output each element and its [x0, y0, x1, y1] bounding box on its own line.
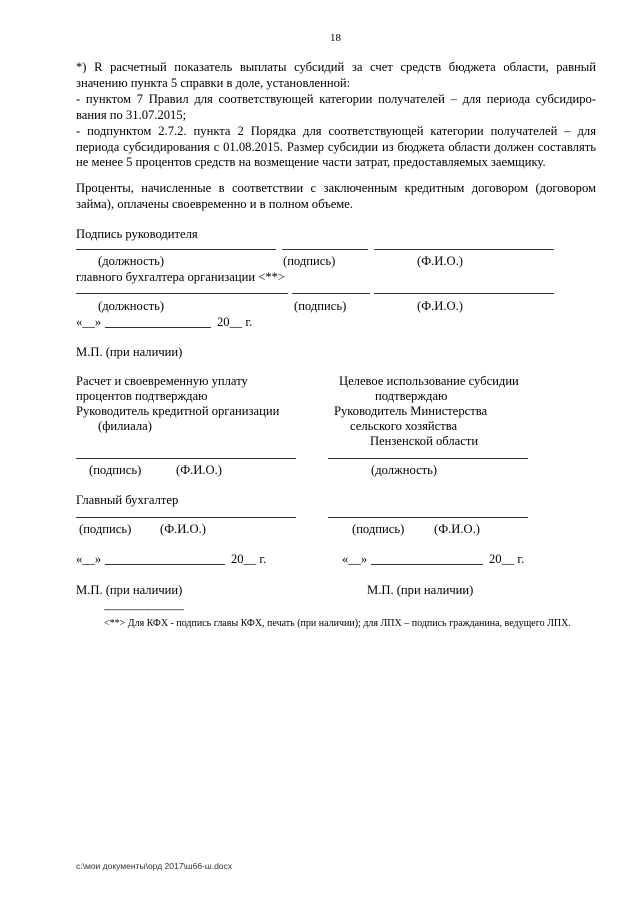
right-block-line-5: Пензенской области — [370, 434, 479, 448]
left-date-year: 20__ г. — [231, 552, 267, 566]
right-signature-caption: (подпись) — [352, 522, 405, 536]
accountant-signature-caption: (подпись) — [294, 299, 347, 313]
left-date-line — [105, 564, 225, 565]
accountant-fio-line — [374, 293, 554, 294]
head-position-line — [76, 249, 276, 250]
right-position-caption: (должность) — [371, 463, 438, 477]
right-position-line — [328, 458, 528, 459]
left-stamp-note: М.П. (при наличии) — [76, 583, 183, 597]
left-block-line-3: Руководитель кредитной организации — [76, 404, 280, 418]
left-date-open: «__» — [76, 552, 102, 566]
intro-paragraph-2: - пунктом 7 Правил для соответствующей категории получателей – для периода субсидиро-вания по 31.07.2015; — [76, 92, 596, 122]
right-stamp-note: М.П. (при наличии) — [367, 583, 474, 597]
stamp-note: М.П. (при наличии) — [76, 345, 183, 359]
right-block-line-1: Целевое использование субсидии — [339, 374, 519, 388]
head-fio-line — [374, 249, 554, 250]
left-block-line-4: (филиала) — [98, 419, 152, 433]
accountant-sign-title: главного бухгалтера организации <**> — [76, 270, 286, 284]
right-date-year: 20__ г. — [489, 552, 525, 566]
right-block-line-2: подтверждаю — [375, 389, 448, 403]
right-date-open: «__» — [342, 552, 368, 566]
chief-accountant-signature-caption: (подпись) — [79, 522, 132, 536]
head-signature-line — [282, 249, 368, 250]
file-path: c:\мои документы\орд 2017\ш66-ш.docx — [76, 861, 233, 871]
chief-accountant-fio-caption: (Ф.И.О.) — [160, 522, 206, 536]
accountant-position-line — [76, 293, 288, 294]
head-sign-title: Подпись руководителя — [76, 227, 198, 241]
left-fio-caption: (Ф.И.О.) — [176, 463, 222, 477]
right-signature-line — [328, 517, 528, 518]
footnote-rule: -------------------------------- — [104, 604, 184, 614]
left-block-line-2: процентов подтверждаю — [76, 389, 208, 403]
right-fio-caption: (Ф.И.О.) — [434, 522, 480, 536]
page-number: 18 — [330, 32, 341, 44]
intro-paragraph-1: *) R расчетный показатель выплаты субсидий за счет средств бюджета области, равный значению пункта 5 справки в доле, установленной: — [76, 60, 596, 90]
left-signature-caption: (подпись) — [89, 463, 142, 477]
intro-paragraph-4: Проценты, начисленные в соответствии с заключенным кредитным договором (договором займа), оплачены своевременно и в полном объеме. — [76, 181, 596, 211]
accountant-signature-line — [292, 293, 370, 294]
head-signature-caption: (подпись) — [283, 254, 336, 268]
head-position-caption: (должность) — [98, 254, 165, 268]
head-fio-caption: (Ф.И.О.) — [417, 254, 463, 268]
left-signature-line — [76, 458, 296, 459]
date-open: «__» — [76, 315, 102, 329]
accountant-fio-caption: (Ф.И.О.) — [417, 299, 463, 313]
right-date-line — [371, 564, 483, 565]
accountant-position-caption: (должность) — [98, 299, 165, 313]
right-block-line-3: Руководитель Министерства — [334, 404, 488, 418]
date-year: 20__ г. — [217, 315, 253, 329]
footnote-text: <**> Для КФХ - подпись главы КФХ, печать (при наличии); для ЛПХ – подпись гражданина, ведущего ЛПХ. — [104, 618, 571, 629]
left-block-line-1: Расчет и своевременную уплату — [76, 374, 248, 388]
intro-paragraph-3: - подпунктом 2.7.2. пункта 2 Порядка для соответствующей категории получателей – для периода субсидирования с 01.08.2015. Размер субсидии из бюджета области должен составлять не менее 5 процентов средств на возмещение части затрат, предоставляемых заемщику. — [76, 124, 596, 170]
right-block-line-4: сельского хозяйства — [350, 419, 458, 433]
date-line — [105, 327, 211, 328]
chief-accountant-signature-line — [76, 517, 296, 518]
chief-accountant-title: Главный бухгалтер — [76, 493, 179, 507]
